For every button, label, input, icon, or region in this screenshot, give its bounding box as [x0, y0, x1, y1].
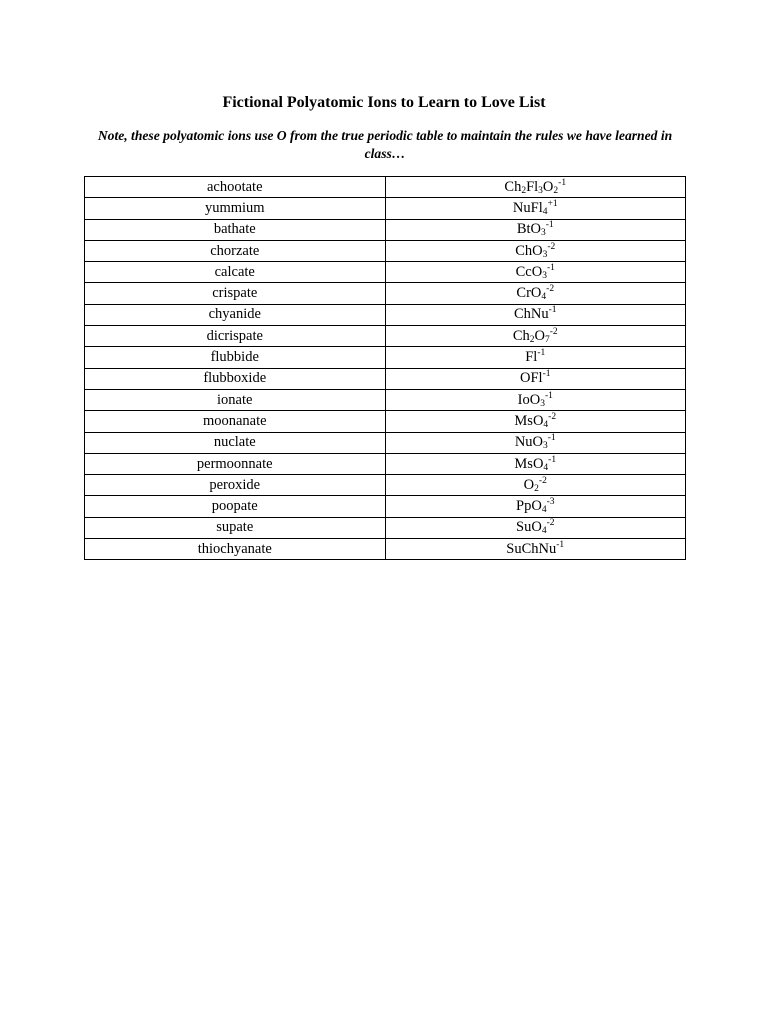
formula-text: Fl: [525, 349, 538, 366]
ion-formula-cell: [385, 539, 686, 560]
ion-formula-cell: [385, 347, 686, 368]
formula-subscript: 4: [543, 462, 549, 473]
table-row: [85, 453, 686, 474]
formula-subscript: 4: [541, 526, 547, 537]
formula-subscript: 3: [540, 398, 545, 409]
ion-name-cell: flubbide: [85, 347, 386, 368]
formula-text: PpO: [516, 498, 542, 515]
page-title: Fictional Polyatomic Ions to Learn to Love List: [222, 94, 546, 111]
page-note: Note, these polyatomic ions use O from the true periodic table to maintain the rules we have learned in class…: [97, 128, 673, 161]
ion-formula-cell: [385, 262, 686, 283]
table-row: [85, 368, 686, 389]
formula-text: Ch: [512, 327, 530, 344]
formula-charge: -2: [546, 518, 555, 529]
table-row: [85, 389, 686, 410]
ion-name-cell: chorzate: [85, 240, 386, 261]
formula-charge: -1: [547, 433, 556, 444]
ion-formula-cell: [385, 368, 686, 389]
ion-table-body: [85, 177, 686, 560]
table-row: [85, 411, 686, 432]
ion-name-cell: dicrispate: [85, 326, 386, 347]
ion-formula-cell: [385, 326, 686, 347]
ion-formula-cell: [385, 496, 686, 517]
ion-formula-cell: [385, 304, 686, 325]
table-row: [85, 496, 686, 517]
formula-charge: -1: [546, 262, 555, 273]
formula-charge: -2: [548, 411, 557, 422]
table-row: [85, 475, 686, 496]
formula-text: CcO: [515, 263, 543, 280]
ion-name-cell: permoonnate: [85, 453, 386, 474]
ion-name-cell: flubboxide: [85, 368, 386, 389]
formula-charge: -1: [544, 390, 553, 401]
formula-charge: -1: [542, 369, 551, 380]
formula-text: CrO: [516, 285, 542, 302]
table-row: [85, 198, 686, 219]
formula-text: SuChNu: [506, 540, 557, 557]
table-row: [85, 177, 686, 198]
ion-name-cell: ionate: [85, 389, 386, 410]
formula-text: IoO: [517, 391, 541, 408]
formula-text: O: [534, 327, 545, 344]
formula-subscript: 4: [543, 419, 549, 430]
formula-subscript: 3: [541, 228, 546, 239]
formula-text: Ch: [504, 178, 522, 195]
formula-charge: -1: [558, 177, 567, 188]
ion-name-cell: yummium: [85, 198, 386, 219]
formula-charge: -2: [547, 241, 556, 252]
ion-formula-cell: [385, 475, 686, 496]
formula-charge: -2: [549, 326, 558, 337]
formula-subscript: 4: [541, 292, 547, 303]
ion-name-cell: moonanate: [85, 411, 386, 432]
ion-formula-cell: [385, 453, 686, 474]
ion-name-cell: chyanide: [85, 304, 386, 325]
ion-formula-cell: [385, 177, 686, 198]
ion-name-cell: peroxide: [85, 475, 386, 496]
formula-charge: -1: [537, 348, 546, 359]
ion-formula-cell: [385, 198, 686, 219]
ion-formula-cell: [385, 411, 686, 432]
formula-charge: -2: [546, 284, 555, 295]
formula-subscript: 3: [542, 270, 547, 281]
table-row: [85, 347, 686, 368]
table-row: [85, 326, 686, 347]
ion-name-cell: bathate: [85, 219, 386, 240]
formula-text: BtO: [516, 221, 541, 238]
ion-formula-cell: [385, 283, 686, 304]
table-row: [85, 283, 686, 304]
formula-text: NuFl: [512, 199, 543, 216]
formula-subscript: 4: [542, 206, 548, 217]
table-row: [85, 219, 686, 240]
formula-charge: -1: [548, 305, 557, 316]
table-row: [85, 240, 686, 261]
ion-formula-cell: [385, 517, 686, 538]
formula-text: MsO: [514, 412, 544, 429]
ion-name-cell: crispate: [85, 283, 386, 304]
formula-text: MsO: [514, 455, 544, 472]
formula-charge: +1: [547, 198, 558, 209]
formula-subscript: 3: [538, 185, 543, 196]
formula-subscript: 2: [553, 185, 559, 196]
formula-charge: -3: [546, 497, 555, 508]
formula-charge: -1: [545, 220, 554, 231]
formula-text: NuO: [514, 434, 544, 451]
formula-text: O: [542, 178, 554, 195]
table-row: [85, 432, 686, 453]
ion-formula-cell: [385, 240, 686, 261]
formula-subscript: 4: [541, 505, 547, 516]
formula-subscript: 7: [544, 334, 550, 345]
ion-name-cell: thiochyanate: [85, 539, 386, 560]
ion-name-cell: poopate: [85, 496, 386, 517]
formula-text: SuO: [516, 519, 542, 536]
formula-text: O: [523, 476, 535, 493]
ion-formula-cell: [385, 389, 686, 410]
formula-subscript: 3: [543, 441, 548, 452]
ion-formula-cell: [385, 219, 686, 240]
formula-charge: -2: [538, 475, 547, 486]
formula-subscript: 2: [529, 334, 535, 345]
table-row: [85, 517, 686, 538]
formula-charge: -1: [556, 539, 565, 550]
formula-subscript: 3: [542, 249, 548, 260]
ion-name-cell: calcate: [85, 262, 386, 283]
ion-name-cell: achootate: [85, 177, 386, 198]
table-row: [85, 262, 686, 283]
formula-text: OFl: [520, 370, 543, 387]
table-row: [85, 304, 686, 325]
formula-text: Fl: [526, 178, 539, 195]
formula-subscript: 2: [521, 185, 527, 196]
table-row: [85, 539, 686, 560]
formula-text: ChO: [515, 242, 543, 259]
ion-formula-cell: [385, 432, 686, 453]
formula-text: ChNu: [513, 306, 549, 323]
ion-name-cell: nuclate: [85, 432, 386, 453]
formula-subscript: 2: [534, 483, 539, 494]
formula-charge: -1: [548, 454, 557, 465]
ion-name-cell: supate: [85, 517, 386, 538]
ion-table: [84, 176, 686, 560]
